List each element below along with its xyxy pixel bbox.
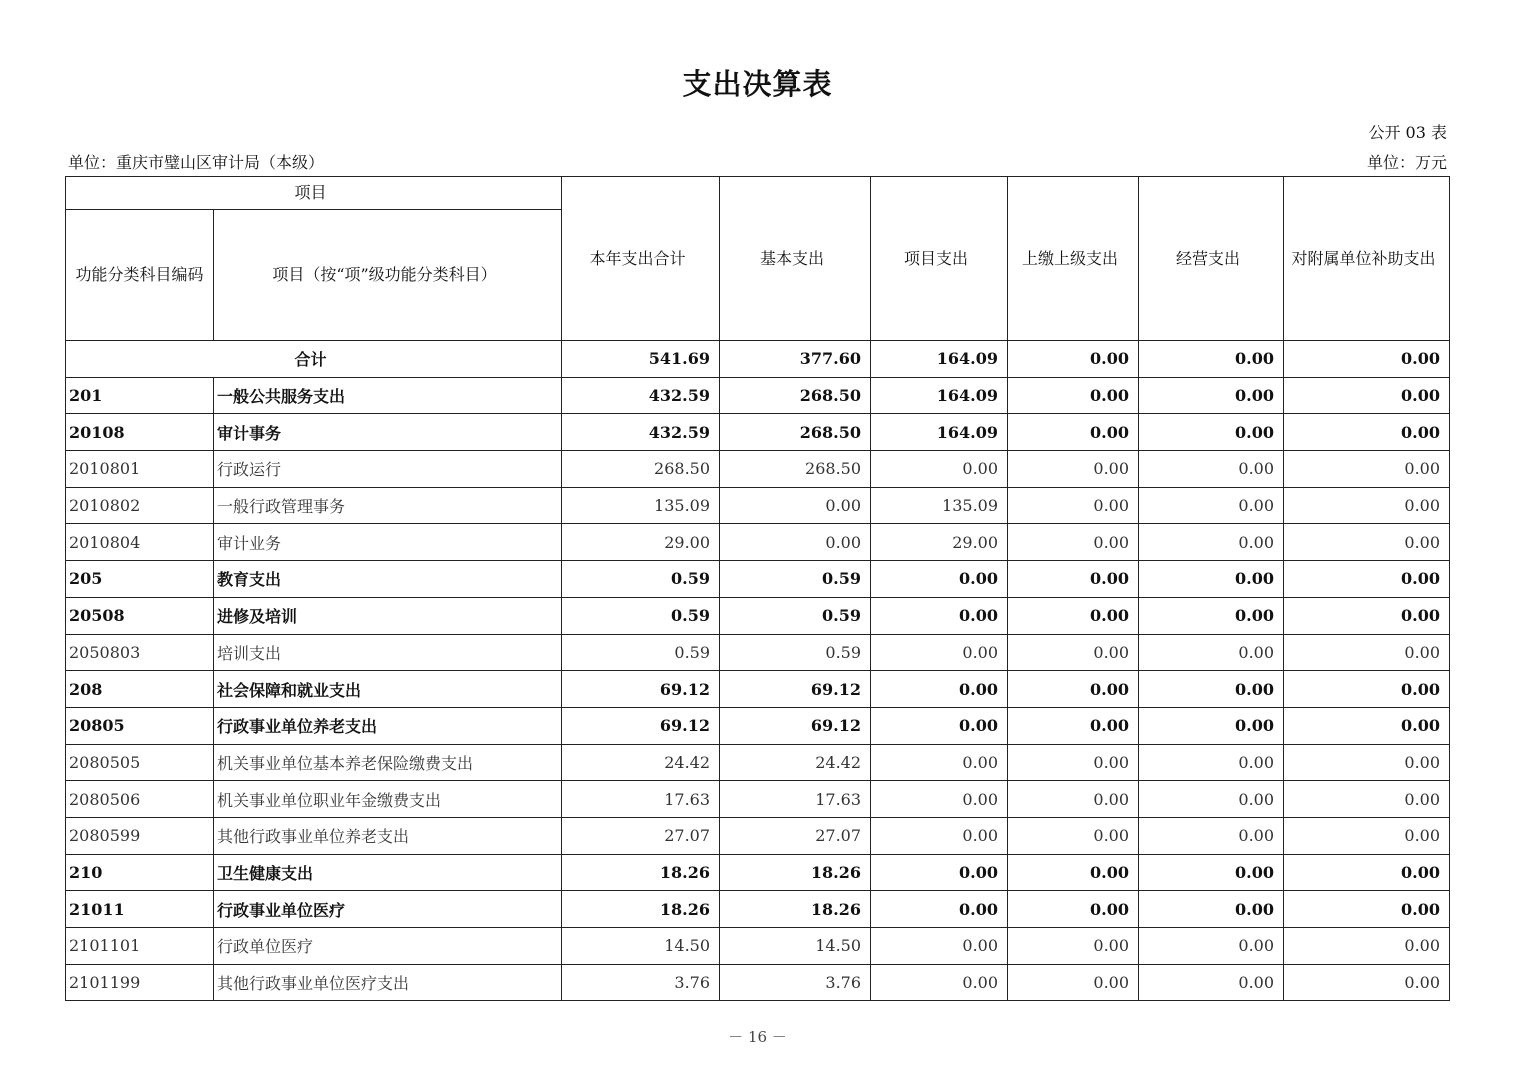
row-value: 0.00 [720, 524, 871, 561]
row-value: 0.59 [720, 561, 871, 598]
table-row [66, 744, 1450, 781]
row-value: 0.00 [1139, 854, 1284, 891]
row-value: 0.00 [1139, 891, 1284, 928]
table-row [66, 414, 1450, 451]
header-business: 经营支出 [1139, 177, 1284, 341]
row-value: 268.50 [562, 451, 720, 488]
total-cell: 164.09 [871, 341, 1008, 378]
row-value: 0.00 [871, 451, 1008, 488]
row-value: 0.00 [1008, 854, 1139, 891]
row-value: 0.00 [1008, 781, 1139, 818]
row-value: 0.00 [1008, 414, 1139, 451]
row-value: 0.00 [1008, 451, 1139, 488]
expenditure-table [65, 176, 1450, 1001]
row-code: 2010801 [66, 451, 214, 488]
row-name: 审计业务 [214, 524, 562, 561]
header-basic: 基本支出 [720, 177, 871, 341]
row-value: 0.00 [871, 707, 1008, 744]
row-value: 0.00 [1139, 781, 1284, 818]
row-value: 0.00 [1139, 928, 1284, 965]
row-value: 0.00 [1139, 671, 1284, 708]
total-cell: 0.00 [1008, 341, 1139, 378]
row-value: 0.59 [562, 597, 720, 634]
row-value: 17.63 [562, 781, 720, 818]
table-row [66, 377, 1450, 414]
row-value: 0.00 [871, 817, 1008, 854]
row-value: 0.00 [871, 781, 1008, 818]
row-value: 0.00 [871, 744, 1008, 781]
row-value: 0.00 [1008, 597, 1139, 634]
row-value: 0.00 [1008, 928, 1139, 965]
row-name: 机关事业单位职业年金缴费支出 [214, 781, 562, 818]
table-row [66, 597, 1450, 634]
header-project: 项目 [66, 177, 562, 210]
unit-currency: 单位：万元 [1366, 153, 1447, 172]
row-code: 20805 [66, 707, 214, 744]
row-value: 0.00 [1284, 451, 1450, 488]
row-value: 0.00 [720, 487, 871, 524]
header-subsidy: 对附属单位补助支出 [1284, 177, 1450, 341]
row-name: 教育支出 [214, 561, 562, 598]
row-value: 0.00 [1284, 634, 1450, 671]
row-value: 135.09 [871, 487, 1008, 524]
row-value: 14.50 [720, 928, 871, 965]
row-value: 27.07 [720, 817, 871, 854]
row-value: 0.00 [1139, 561, 1284, 598]
row-value: 0.00 [1008, 487, 1139, 524]
row-value: 0.00 [1284, 597, 1450, 634]
row-value: 0.00 [1284, 854, 1450, 891]
row-code: 205 [66, 561, 214, 598]
row-name: 社会保障和就业支出 [214, 671, 562, 708]
row-value: 0.00 [1284, 744, 1450, 781]
row-code: 210 [66, 854, 214, 891]
row-value: 432.59 [562, 414, 720, 451]
row-code: 2080505 [66, 744, 214, 781]
row-name: 进修及培训 [214, 597, 562, 634]
row-value: 0.00 [1139, 524, 1284, 561]
row-value: 69.12 [720, 671, 871, 708]
row-code: 20108 [66, 414, 214, 451]
row-value: 0.00 [1284, 707, 1450, 744]
row-value: 0.00 [1284, 524, 1450, 561]
row-name: 卫生健康支出 [214, 854, 562, 891]
row-value: 14.50 [562, 928, 720, 965]
row-value: 0.00 [1284, 671, 1450, 708]
row-value: 0.00 [871, 671, 1008, 708]
row-value: 0.00 [1139, 487, 1284, 524]
row-value: 0.59 [562, 634, 720, 671]
row-name: 审计事务 [214, 414, 562, 451]
row-value: 0.00 [871, 561, 1008, 598]
row-value: 268.50 [720, 451, 871, 488]
row-code: 2050803 [66, 634, 214, 671]
row-value: 18.26 [720, 891, 871, 928]
row-value: 0.00 [1139, 377, 1284, 414]
total-cell: 0.00 [1284, 341, 1450, 378]
row-value: 0.00 [1139, 634, 1284, 671]
table-row [66, 524, 1450, 561]
row-name: 培训支出 [214, 634, 562, 671]
row-value: 3.76 [720, 964, 871, 1001]
row-value: 0.00 [1008, 817, 1139, 854]
table-row [66, 707, 1450, 744]
table-row [66, 928, 1450, 965]
row-value: 0.00 [1139, 451, 1284, 488]
row-value: 0.00 [871, 597, 1008, 634]
header-total: 本年支出合计 [562, 177, 720, 341]
row-value: 0.00 [1284, 817, 1450, 854]
row-value: 0.00 [1139, 597, 1284, 634]
row-value: 268.50 [720, 377, 871, 414]
row-name: 行政事业单位医疗 [214, 891, 562, 928]
row-value: 29.00 [871, 524, 1008, 561]
row-value: 0.00 [1284, 928, 1450, 965]
table-row [66, 817, 1450, 854]
form-number: 公开 03 表 [1368, 123, 1447, 142]
row-name: 机关事业单位基本养老保险缴费支出 [214, 744, 562, 781]
row-value: 69.12 [720, 707, 871, 744]
row-value: 0.00 [871, 891, 1008, 928]
row-value: 0.00 [1284, 561, 1450, 598]
table-row [66, 964, 1450, 1001]
row-value: 0.00 [1139, 964, 1284, 1001]
header-upper-payment: 上缴上级支出 [1008, 177, 1139, 341]
header-project-expenditure: 项目支出 [871, 177, 1008, 341]
row-value: 3.76 [562, 964, 720, 1001]
total-cell: 0.00 [1139, 341, 1284, 378]
header-name: 项目（按“项”级功能分类科目） [214, 210, 562, 341]
row-code: 21011 [66, 891, 214, 928]
row-value: 0.00 [871, 854, 1008, 891]
row-value: 164.09 [871, 414, 1008, 451]
row-value: 0.00 [871, 928, 1008, 965]
row-code: 2010804 [66, 524, 214, 561]
row-value: 0.00 [1008, 707, 1139, 744]
row-value: 17.63 [720, 781, 871, 818]
row-value: 0.00 [1008, 524, 1139, 561]
row-name: 行政单位医疗 [214, 928, 562, 965]
table-row [66, 634, 1450, 671]
row-value: 0.00 [1008, 561, 1139, 598]
page-number: － 16 － [728, 1028, 787, 1046]
table-row [66, 487, 1450, 524]
row-value: 69.12 [562, 707, 720, 744]
row-value: 432.59 [562, 377, 720, 414]
row-value: 164.09 [871, 377, 1008, 414]
row-value: 0.00 [1139, 744, 1284, 781]
row-name: 行政运行 [214, 451, 562, 488]
total-cell: 541.69 [562, 341, 720, 378]
row-value: 0.00 [1139, 817, 1284, 854]
row-name: 其他行政事业单位养老支出 [214, 817, 562, 854]
total-row [66, 341, 1450, 378]
page-title: 支出决算表 [682, 67, 833, 101]
row-value: 0.00 [1139, 707, 1284, 744]
row-name: 其他行政事业单位医疗支出 [214, 964, 562, 1001]
unit-organization: 单位：重庆市璧山区审计局（本级） [68, 153, 325, 172]
row-value: 18.26 [562, 891, 720, 928]
row-code: 20508 [66, 597, 214, 634]
row-name: 一般公共服务支出 [214, 377, 562, 414]
total-label: 合计 [66, 341, 562, 378]
table-row [66, 561, 1450, 598]
row-code: 2080506 [66, 781, 214, 818]
row-value: 0.59 [562, 561, 720, 598]
row-code: 2010802 [66, 487, 214, 524]
row-value: 18.26 [720, 854, 871, 891]
row-value: 69.12 [562, 671, 720, 708]
row-value: 18.26 [562, 854, 720, 891]
table-row [66, 854, 1450, 891]
row-value: 27.07 [562, 817, 720, 854]
row-value: 0.00 [871, 634, 1008, 671]
row-code: 2101199 [66, 964, 214, 1001]
row-code: 2101101 [66, 928, 214, 965]
row-value: 135.09 [562, 487, 720, 524]
row-value: 0.00 [1284, 414, 1450, 451]
row-value: 0.00 [1284, 487, 1450, 524]
table-row [66, 781, 1450, 818]
row-value: 0.00 [1008, 377, 1139, 414]
row-code: 208 [66, 671, 214, 708]
row-code: 2080599 [66, 817, 214, 854]
row-name: 行政事业单位养老支出 [214, 707, 562, 744]
row-value: 0.59 [720, 634, 871, 671]
row-value: 0.59 [720, 597, 871, 634]
table-row [66, 451, 1450, 488]
row-value: 24.42 [720, 744, 871, 781]
row-value: 0.00 [1284, 781, 1450, 818]
row-value: 0.00 [1284, 377, 1450, 414]
row-value: 0.00 [1139, 414, 1284, 451]
row-value: 0.00 [1008, 964, 1139, 1001]
header-code: 功能分类科目编码 [66, 210, 214, 341]
total-cell: 377.60 [720, 341, 871, 378]
row-value: 0.00 [1008, 671, 1139, 708]
table-row [66, 891, 1450, 928]
row-name: 一般行政管理事务 [214, 487, 562, 524]
table-row [66, 671, 1450, 708]
row-value: 24.42 [562, 744, 720, 781]
row-value: 268.50 [720, 414, 871, 451]
row-value: 0.00 [1008, 891, 1139, 928]
row-code: 201 [66, 377, 214, 414]
row-value: 0.00 [1284, 964, 1450, 1001]
row-value: 0.00 [1008, 634, 1139, 671]
row-value: 0.00 [1008, 744, 1139, 781]
row-value: 29.00 [562, 524, 720, 561]
row-value: 0.00 [871, 964, 1008, 1001]
row-value: 0.00 [1284, 891, 1450, 928]
